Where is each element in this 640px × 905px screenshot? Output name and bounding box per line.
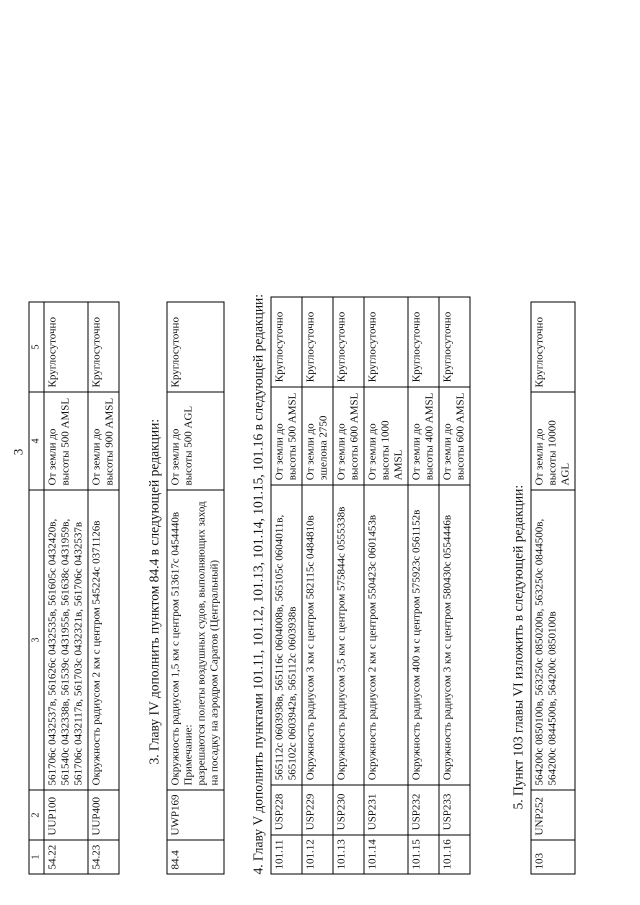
table-row [44, 302, 88, 874]
row-number: 54.22 [44, 840, 88, 874]
zone-schedule: Круглосуточно [44, 302, 88, 392]
header-cell: 1 [29, 840, 44, 874]
row-number: 54.23 [88, 840, 119, 874]
zone-schedule: Круглосуточно [88, 302, 119, 392]
zone-schedule: Круглосуточно [167, 302, 224, 392]
zone-boundary: Окружность радиусом 400 м с центром 575923с 0561152в [408, 485, 439, 785]
zone-boundary: Окружность радиусом 2 км с центром 545224с 0371126в [88, 490, 119, 790]
zone-code: UWP169 [167, 790, 224, 840]
table-row [531, 302, 575, 874]
zone-schedule: Круглосуточно [302, 297, 333, 387]
header-cell: 3 [29, 490, 44, 790]
table-amendment-101 [271, 296, 471, 874]
zone-boundary: 564200с 0850100в, 563250с 0850200в, 563250с 0844500в, 564200с 0844500в, 564200с 0850100в [531, 490, 575, 790]
table-row [271, 297, 302, 874]
row-number: 101.13 [333, 835, 364, 874]
zone-code: USP231 [364, 785, 408, 835]
zone-code: USP228 [271, 785, 302, 835]
zone-boundary: 561706с 0432537в, 561626с 0432535в, 561605с 0432420в, 561540с 0432338в, 561539с 0431955в, 561638с 0431959в, 561706с 0432117в, 561703с 0432321в, 561706с 0432537в [44, 490, 88, 790]
zone-code: USP233 [439, 785, 470, 835]
zone-code: USP229 [302, 785, 333, 835]
zone-code: USP230 [333, 785, 364, 835]
zone-schedule: Круглосуточно [531, 302, 575, 392]
section-heading-3: 3. Главу IV дополнить пунктом 84.4 в следующей редакции: [146, 418, 162, 765]
table-amendment-103 [531, 302, 576, 875]
zone-boundary: Окружность радиусом 2 км с центром 550423с 0601453в [364, 485, 408, 785]
zone-boundary [167, 490, 224, 790]
row-number: 101.12 [302, 835, 333, 874]
header-cell: 5 [29, 302, 44, 392]
table-row [439, 297, 470, 874]
table-row [408, 297, 439, 874]
zone-altitude: От земли до высоты 500 AMSL [44, 392, 88, 490]
zone-boundary: 565112с 0603938в, 565116с 0604008в, 565105с 0604011в, 565102с 0603942в, 565112с 0603938в [271, 485, 302, 785]
table-row [302, 297, 333, 874]
zone-code: UNP252 [531, 790, 575, 840]
table-row [167, 302, 224, 874]
row-number: 84.4 [167, 840, 224, 874]
note-text: разрешаются полеты воздушных судов, выполняющих заход на посадку на аэродром Саратов (Центральный) [195, 501, 221, 786]
page-number: 3 [10, 448, 26, 456]
table-row [333, 297, 364, 874]
zone-altitude: От земли до высоты 10000 AGL [531, 392, 575, 490]
zone-boundary: Окружность радиусом 3 км с центром 582115с 0484810в [302, 485, 333, 785]
table-row [88, 302, 119, 874]
table-row [364, 297, 408, 874]
zone-altitude: От земли до эшелона 2750 [302, 387, 333, 485]
header-cell: 4 [29, 392, 44, 490]
zone-boundary: Окружность радиусом 3,5 км с центром 575844с 0555338в [333, 485, 364, 785]
zone-code: UUP400 [88, 790, 119, 840]
zone-schedule: Круглосуточно [408, 297, 439, 387]
table-amendment-54 [29, 302, 120, 875]
note-label: Примечание: [182, 724, 195, 786]
row-number: 101.11 [271, 835, 302, 874]
zone-altitude: От земли до высоты 900 AMSL [88, 392, 119, 490]
table-header-row [29, 302, 44, 874]
zone-boundary: Окружность радиусом 3 км с центром 580430с 0554446в [439, 485, 470, 785]
zone-schedule: Круглосуточно [271, 297, 302, 387]
zone-schedule: Круглосуточно [439, 297, 470, 387]
zone-altitude: От земли до высоты 600 AMSL [439, 387, 470, 485]
zone-altitude: От земли до высоты 500 AMSL [271, 387, 302, 485]
header-cell: 2 [29, 790, 44, 840]
zone-altitude: От земли до высоты 600 AMSL [333, 387, 364, 485]
zone-schedule: Круглосуточно [364, 297, 408, 387]
table-amendment-84 [167, 302, 225, 875]
zone-altitude: От земли до высоты 500 AGL [167, 392, 224, 490]
section-heading-4: 4. Главу V дополнить пунктами 101.11, 101.12, 101.13, 101.14, 101.15, 101.16 в следующей редакции: [250, 293, 266, 875]
zone-code: USP232 [408, 785, 439, 835]
section-heading-5: 5. Пункт 103 главы VI изложить в следующей редакции: [510, 484, 526, 810]
row-number: 103 [531, 840, 575, 874]
zone-altitude: От земли до высоты 400 AMSL [408, 387, 439, 485]
row-number: 101.16 [439, 835, 470, 874]
row-number: 101.14 [364, 835, 408, 874]
row-number: 101.15 [408, 835, 439, 874]
zone-altitude: От земли до высоты 1000 AMSL [364, 387, 408, 485]
zone-code: UUP100 [44, 790, 88, 840]
zone-schedule: Круглосуточно [333, 297, 364, 387]
boundary-line: Окружность радиусом 1,5 км с центром 513617с 0454440в [169, 511, 182, 786]
rotated-landscape-content [1, 0, 640, 905]
